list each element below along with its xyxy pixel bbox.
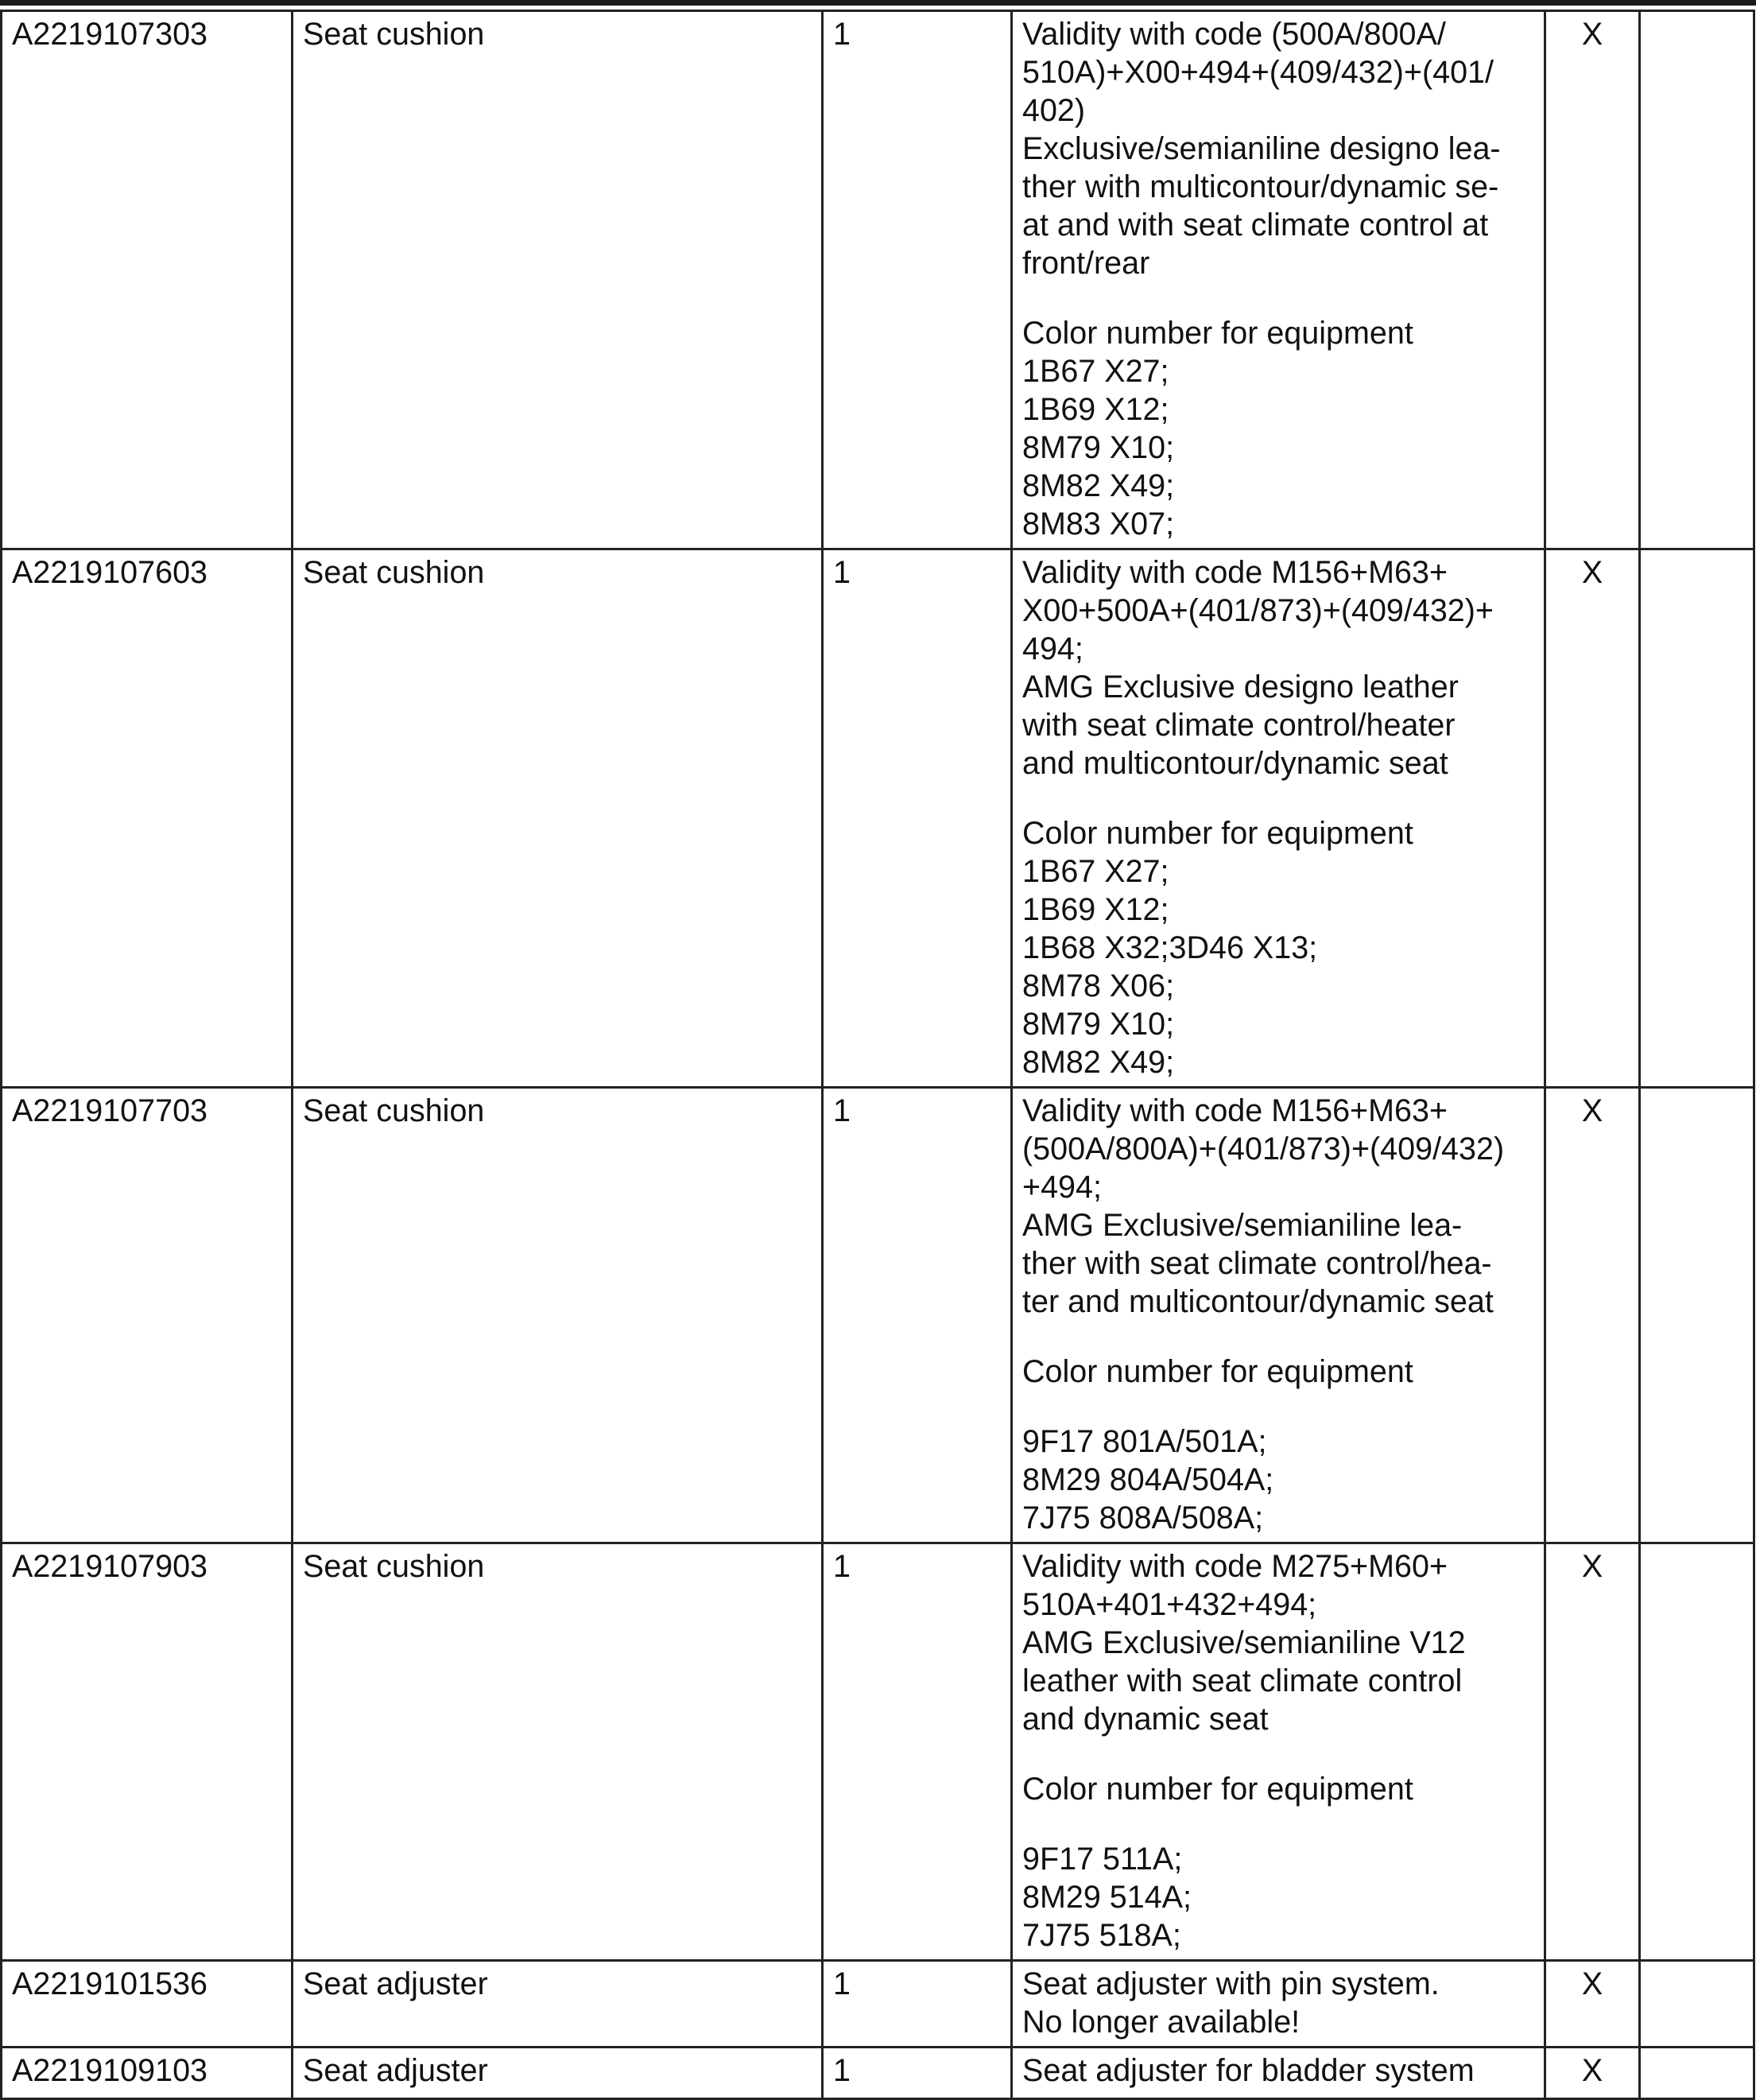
- color-code: 1B69 X12;: [1022, 892, 1169, 927]
- part-number-cell: A2219107703: [2, 1088, 293, 1543]
- parts-table: [0, 10, 1755, 2100]
- remarks-cell: [1012, 1961, 1545, 2048]
- remark-line: and dynamic seat: [1022, 1702, 1269, 1737]
- remark-line: 510A)+X00+494+(409/432)+(401/: [1022, 55, 1494, 90]
- designation-cell: Seat adjuster: [293, 1961, 823, 2048]
- remark-line: 494;: [1022, 631, 1083, 666]
- remarks-cell: [1012, 549, 1545, 1088]
- remark-line: Validity with code M156+M63+: [1022, 1093, 1448, 1128]
- remarks-cell: [1012, 1088, 1545, 1543]
- remark-line: 510A+401+432+494;: [1022, 1587, 1317, 1622]
- color-code: 8M83 X07;: [1022, 507, 1175, 541]
- remark-line: Validity with code M156+M63+: [1022, 555, 1448, 590]
- color-heading: Color number for equipment: [1022, 1354, 1413, 1389]
- remark-line: front/rear: [1022, 246, 1150, 281]
- color-heading: Color number for equipment: [1022, 316, 1413, 351]
- remark-line: (500A/800A)+(401/873)+(409/432): [1022, 1132, 1505, 1166]
- designation-cell: Seat cushion: [293, 1088, 823, 1543]
- quantity-cell: 1: [823, 11, 1012, 549]
- quantity-cell: 1: [823, 2048, 1012, 2099]
- part-number-cell: A2219107603: [2, 549, 293, 1088]
- table-row: [2, 1543, 1754, 1961]
- color-code: 1B68 X32;3D46 X13;: [1022, 930, 1318, 965]
- remark-line: AMG Exclusive designo leather: [1022, 670, 1459, 705]
- extra-cell: [1640, 1088, 1754, 1543]
- table-row: [2, 1088, 1754, 1543]
- remarks-cell: [1012, 11, 1545, 549]
- color-code: 9F17 801A/501A;: [1022, 1424, 1267, 1459]
- mark-cell: X: [1545, 1543, 1640, 1961]
- remarks-cell: [1012, 2048, 1545, 2099]
- quantity-cell: 1: [823, 549, 1012, 1088]
- remark-line: ther with multicontour/dynamic se-: [1022, 169, 1499, 204]
- color-code: 8M29 804A/504A;: [1022, 1462, 1274, 1497]
- color-code: 8M79 X10;: [1022, 430, 1175, 465]
- color-code: 9F17 511A;: [1022, 1842, 1183, 1877]
- remark-line: ther with seat climate control/hea-: [1022, 1246, 1492, 1281]
- color-code: 1B67 X27;: [1022, 854, 1169, 889]
- remarks-cell: [1012, 1543, 1545, 1961]
- table-row: [2, 11, 1754, 549]
- designation-cell: Seat cushion: [293, 1543, 823, 1961]
- remark-line: at and with seat climate control at: [1022, 208, 1489, 243]
- remark-line: leather with seat climate control: [1022, 1663, 1463, 1698]
- mark-cell: X: [1545, 549, 1640, 1088]
- remark-line: Validity with code (500A/800A/: [1022, 17, 1446, 52]
- part-number-cell: A2219107303: [2, 11, 293, 549]
- remark-line: AMG Exclusive/semianiline V12: [1022, 1625, 1466, 1660]
- quantity-cell: 1: [823, 1088, 1012, 1543]
- extra-cell: [1640, 11, 1754, 549]
- color-code: 1B67 X27;: [1022, 354, 1169, 389]
- color-heading: Color number for equipment: [1022, 816, 1413, 851]
- extra-cell: [1640, 1543, 1754, 1961]
- color-code: 8M82 X49;: [1022, 1045, 1175, 1080]
- color-code: 1B69 X12;: [1022, 392, 1169, 427]
- remark-line: with seat climate control/heater: [1022, 708, 1456, 743]
- color-code: 8M78 X06;: [1022, 968, 1175, 1003]
- extra-cell: [1640, 549, 1754, 1088]
- quantity-cell: 1: [823, 1961, 1012, 2048]
- mark-cell: X: [1545, 1088, 1640, 1543]
- table-row: [2, 1961, 1754, 2048]
- remark-line: AMG Exclusive/semianiline lea-: [1022, 1208, 1463, 1243]
- designation-cell: Seat cushion: [293, 11, 823, 549]
- remark-line: and multicontour/dynamic seat: [1022, 746, 1448, 781]
- color-code: 7J75 518A;: [1022, 1918, 1181, 1953]
- remark-line: ter and multicontour/dynamic seat: [1022, 1284, 1494, 1319]
- quantity-cell: 1: [823, 1543, 1012, 1961]
- remark-line: +494;: [1022, 1170, 1102, 1205]
- top-rule: [0, 0, 1756, 6]
- mark-cell: X: [1545, 1961, 1640, 2048]
- remark-line: Exclusive/semianiline designo lea-: [1022, 131, 1501, 166]
- color-code: 8M79 X10;: [1022, 1007, 1175, 1042]
- mark-cell: X: [1545, 2048, 1640, 2099]
- remark-line: Seat adjuster for bladder system: [1022, 2053, 1475, 2088]
- remark-line: Seat adjuster with pin system.: [1022, 1966, 1440, 2001]
- table-row: [2, 549, 1754, 1088]
- color-heading: Color number for equipment: [1022, 1772, 1413, 1807]
- extra-cell: [1640, 1961, 1754, 2048]
- mark-cell: X: [1545, 11, 1640, 549]
- part-number-cell: A2219101536: [2, 1961, 293, 2048]
- designation-cell: Seat adjuster: [293, 2048, 823, 2099]
- color-code: 8M29 514A;: [1022, 1880, 1192, 1915]
- color-code: 8M82 X49;: [1022, 468, 1175, 503]
- color-code: 7J75 808A/508A;: [1022, 1500, 1264, 1535]
- table-row: [2, 2048, 1754, 2099]
- extra-cell: [1640, 2048, 1754, 2099]
- part-number-cell: A2219107903: [2, 1543, 293, 1961]
- remark-line: No longer available!: [1022, 2005, 1301, 2040]
- part-number-cell: A2219109103: [2, 2048, 293, 2099]
- designation-cell: Seat cushion: [293, 549, 823, 1088]
- remark-line: 402): [1022, 93, 1086, 128]
- remark-line: X00+500A+(401/873)+(409/432)+: [1022, 593, 1494, 628]
- remark-line: Validity with code M275+M60+: [1022, 1549, 1448, 1584]
